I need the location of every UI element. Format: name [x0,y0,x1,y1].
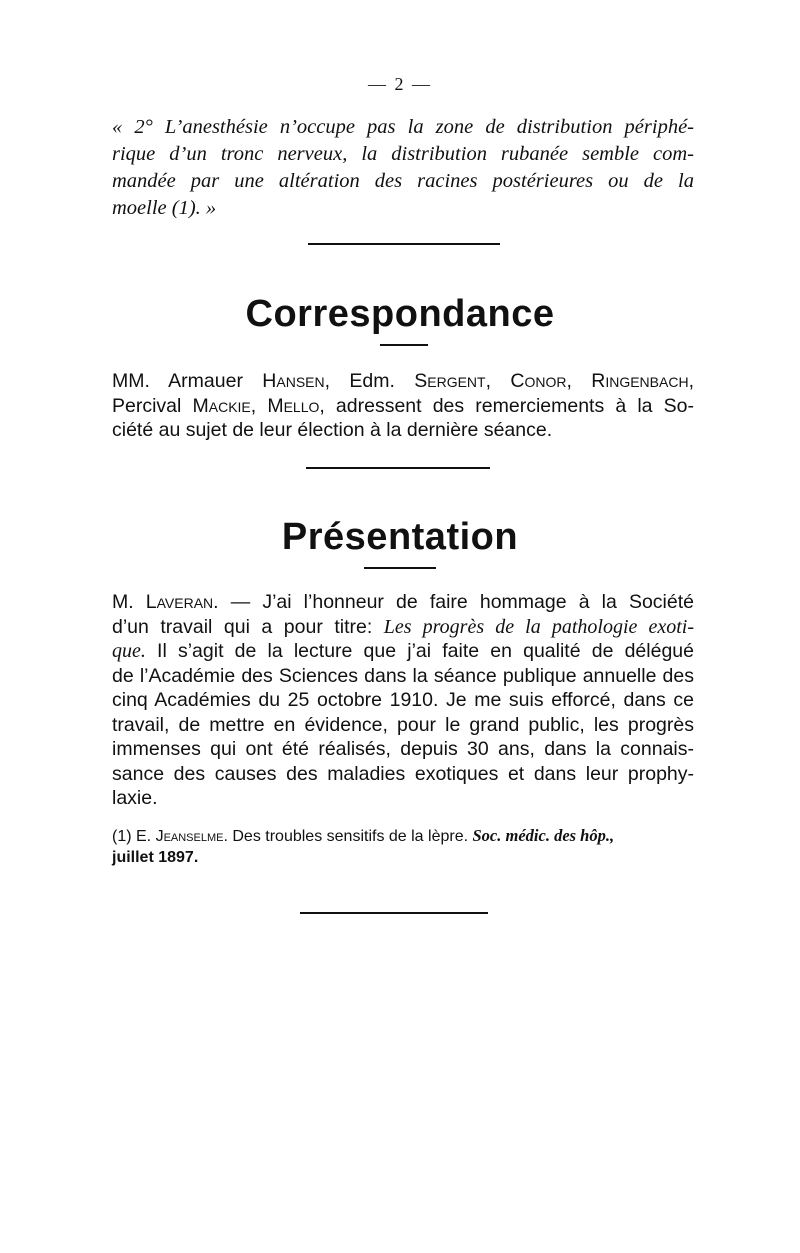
person-name: Conor [510,370,567,392]
quote-line: mandée par une altération des racines postérieures ou de la [112,170,694,192]
paragraph-line: travail, de mettre en évidence, pour le grand public, les progrès [112,713,694,736]
correspondance-paragraph [112,369,694,443]
footnote-line: (1) E. Jeanselme. Des troubles sensitifs de la lèpre. Soc. médic. des hôp., [112,826,615,845]
work-title: que. [112,640,146,662]
quoted-passage [112,114,694,222]
person-name: Jeanselme [155,828,224,845]
heading-underline [364,567,436,569]
paragraph-line: que. Il s’agit de la lecture que j’ai faite en qualité de délégué [112,640,694,662]
presentation-paragraph [112,590,694,811]
section-divider [306,467,490,469]
person-name: Laveran [145,591,214,613]
paragraph-line: laxie. [112,787,158,809]
paragraph-line: Percival Mackie, Mello, adressent des remerciements à la So- [112,394,694,417]
person-name: Ringenbach [591,370,689,392]
paragraph-line: M. Laveran. — J’ai l’honneur de faire hommage à la Société [112,591,694,613]
person-name: Sergent [414,370,486,392]
paragraph-line: de l’Académie des Sciences dans la séance publique annuelle des [112,664,694,687]
section-heading-presentation: Présentation [281,516,519,558]
page-number: — 2 — [368,74,432,94]
paragraph-line: MM. Armauer Hansen, Edm. Sergent, Conor, Ringenbach, [112,370,694,392]
section-heading-correspondance: Correspondance [245,293,555,335]
quote-line: moelle (1). » [112,197,217,219]
footnote-line: juillet 1897. [112,849,199,866]
person-name: Mello [267,394,320,417]
quote-line: rique d’un tronc nerveux, la distribution rubanée semble com- [112,143,694,165]
heading-underline [380,344,428,346]
footnote [112,825,694,868]
person-name: Mackie [192,394,251,417]
section-divider [300,912,488,914]
work-title: Les progrès de la pathologie exoti- [383,615,694,638]
quote-line: « 2° L’anesthésie n’occupe pas la zone de distribution périphé- [112,116,694,138]
paragraph-line: d’un travail qui a pour titre: Les progrès de la pathologie exoti- [112,615,694,638]
person-name: Hansen [262,370,325,392]
paragraph-line: sance des causes des maladies exotiques et dans leur prophy- [112,762,694,785]
journal-title: Soc. médic. des hôp., [472,826,615,845]
paragraph-line: cinq Académies du 25 octobre 1910. Je me suis efforcé, dans ce [112,689,694,711]
paragraph-line: ciété au sujet de leur élection à la dernière séance. [112,419,553,441]
section-divider [308,243,500,245]
paragraph-line: immenses qui ont été réalisés, depuis 30 ans, dans la connais- [112,738,694,760]
